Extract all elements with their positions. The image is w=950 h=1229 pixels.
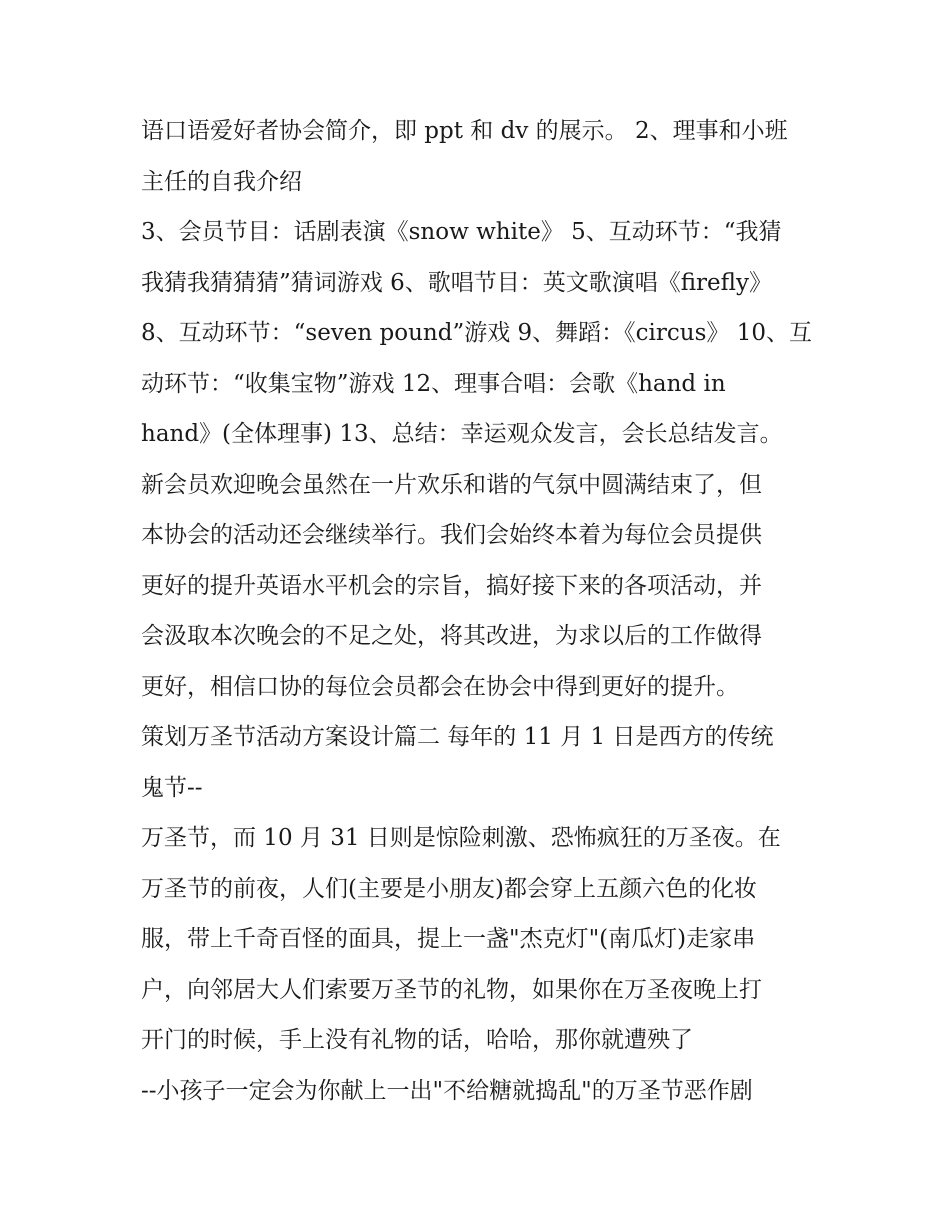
text-line: 服，带上千奇百怪的面具，提上一盏"杰克灯"(南瓜灯)走家串 bbox=[141, 926, 756, 952]
text-line: 动环节：“收集宝物”游戏 12、理事合唱：会歌《hand in bbox=[141, 370, 726, 397]
text-line: 鬼节-- bbox=[141, 774, 203, 801]
text-line: 主任的自我介绍 bbox=[141, 168, 302, 195]
text-line: 我猜我猜猜猜”猜词游戏 6、歌唱节目：英文歌演唱《firefly》 bbox=[141, 269, 772, 296]
text-line: 户，向邻居大人们索要万圣节的礼物，如果你在万圣夜晚上打 bbox=[141, 976, 762, 1003]
text-line: 8、互动环节：“seven pound”游戏 9、舞蹈：《circus》 10、互 bbox=[141, 320, 812, 346]
text-line: 万圣节，而 10 月 31 日则是惊险刺激、恐怖疯狂的万圣夜。在 bbox=[141, 825, 781, 851]
text-line: 3、会员节目：话剧表演《snow white》 5、互动环节：“我猜 bbox=[141, 219, 782, 245]
text-line: hand》(全体理事) 13、总结：幸运观众发言，会长总结发言。 bbox=[141, 421, 783, 447]
text-line: 万圣节的前夜，人们(主要是小朋友)都会穿上五颜六色的化妆 bbox=[141, 875, 757, 902]
text-line: 更好的提升英语水平机会的宗旨，搞好接下来的各项活动，并 bbox=[141, 572, 762, 599]
text-line: 开门的时候，手上没有礼物的话，哈哈，那你就遭殃了 bbox=[141, 1027, 693, 1053]
text-line: 语口语爱好者协会简介，即 ppt 和 dv 的展示。 2、理事和小班 bbox=[141, 118, 788, 144]
text-line: 新会员欢迎晚会虽然在一片欢乐和谐的气氛中圆满结束了，但 bbox=[141, 471, 762, 498]
body-text bbox=[141, 106, 821, 1116]
text-line: 会汲取本次晚会的不足之处，将其改进，为求以后的工作做得 bbox=[141, 623, 762, 649]
text-line: 更好，相信口协的每位会员都会在协会中得到更好的提升。 bbox=[141, 673, 739, 700]
text-line: --小孩子一定会为你献上一出"不给糖就捣乱"的万圣节恶作剧 bbox=[141, 1077, 753, 1104]
text-line: 策划万圣节活动方案设计篇二 每年的 11 月 1 日是西方的传统 bbox=[141, 724, 774, 750]
text-line: 本协会的活动还会继续举行。我们会始终本着为每位会员提供 bbox=[141, 522, 762, 548]
